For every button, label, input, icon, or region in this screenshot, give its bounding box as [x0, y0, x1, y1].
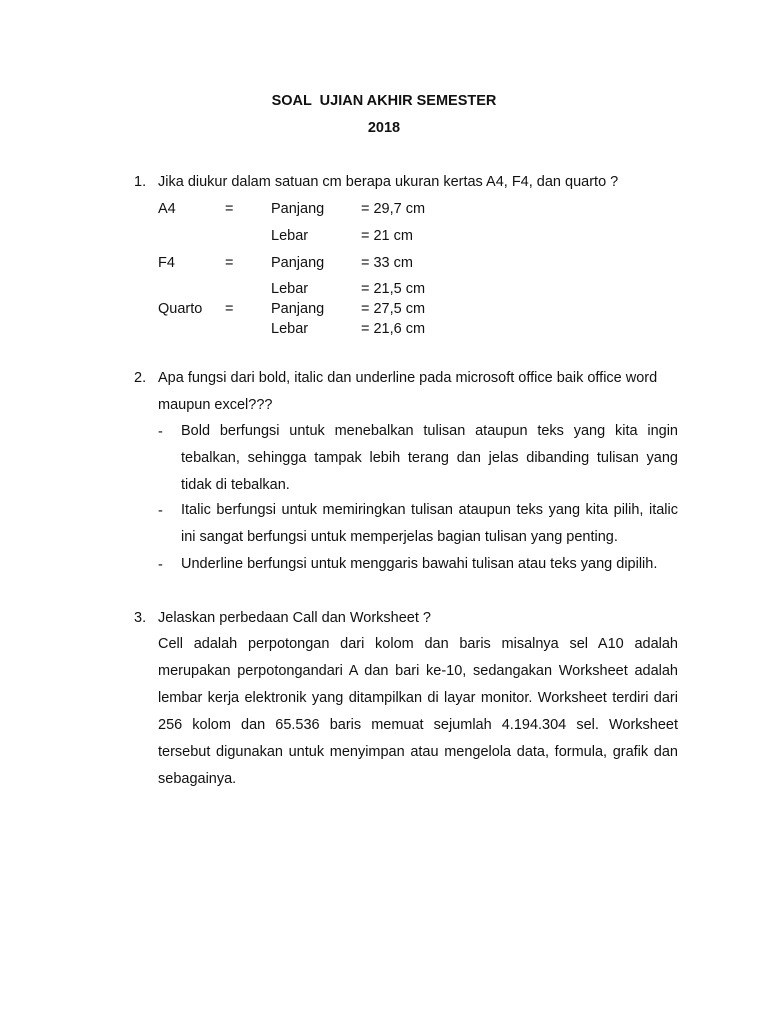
q2-number: 2. [134, 370, 147, 386]
q2-question-line2: maupun excel??? [158, 397, 273, 413]
bullet-dash: - [158, 503, 163, 519]
bullet-dash: - [158, 557, 163, 573]
q1-row-paper: F4 [158, 255, 175, 271]
q1-row-eq: = [225, 201, 234, 217]
bullet-dash: - [158, 424, 163, 440]
q1-row-dim: Lebar [271, 281, 309, 297]
q1-number: 1. [134, 174, 147, 190]
q2-bullet-italic: Italic berfungsi untuk memiringkan tulisan ataupun teks yang kita pilih, italic ini sangat berfungsi untuk memperjelas bagian tulisan yang penting. [181, 502, 678, 545]
q1-row-paper: Quarto [158, 301, 203, 317]
q1-question: Jika diukur dalam satuan cm berapa ukuran kertas A4, F4, dan quarto ? [158, 174, 619, 190]
q1-row-value: = 27,5 cm [361, 301, 426, 317]
q2-question-line1: Apa fungsi dari bold, italic dan underline pada microsoft office baik office word [158, 370, 658, 386]
q3-answer: Cell adalah perpotongan dari kolom dan baris misalnya sel A10 adalah merupakan perpotongandari A dan bari ke-10, sedangakan Worksheet adalah lembar kerja elektronik yang ditampilkan di layar monitor. Worksheet terdiri dari 256 kolom dan 65.536 baris memuat sejumlah 4.194.304 sel. Worksheet tersebut digunakan untuk menyimpan atau mengelola data, formula, grafik dan sebagainya. [158, 636, 678, 787]
document-title: SOAL UJIAN AKHIR SEMESTER [271, 93, 497, 109]
q3-question: Jelaskan perbedaan Call dan Worksheet ? [158, 610, 431, 626]
q1-row-value: = 21 cm [361, 228, 413, 244]
document-year: 2018 [367, 120, 401, 136]
q1-row-dim: Panjang [271, 301, 325, 317]
q1-row-dim: Lebar [271, 228, 309, 244]
q1-row-value: = 21,5 cm [361, 281, 426, 297]
q2-bullet-bold: Bold berfungsi untuk menebalkan tulisan ataupun teks yang kita ingin tebalkan, sehingga tampak lebih terang dan jelas dibanding tulisan yang tidak di tebalkan. [181, 423, 678, 493]
q1-row-value: = 33 cm [361, 255, 413, 271]
q1-row-value: = 29,7 cm [361, 201, 426, 217]
q1-row-eq: = [225, 301, 234, 317]
q1-row-dim: Panjang [271, 255, 325, 271]
q2-bullet-underline: Underline berfungsi untuk menggaris bawahi tulisan atau teks yang dipilih. [181, 556, 658, 572]
q1-row-eq: = [225, 255, 234, 271]
q3-number: 3. [134, 610, 147, 626]
q1-row-dim: Lebar [271, 321, 309, 337]
q1-row-dim: Panjang [271, 201, 325, 217]
q1-row-value: = 21,6 cm [361, 321, 426, 337]
q1-row-paper: A4 [158, 201, 176, 217]
